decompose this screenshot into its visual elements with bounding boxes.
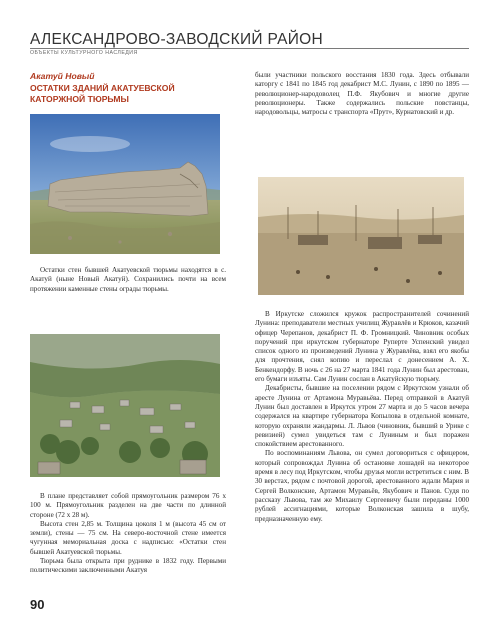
ruined-stone-wall-image: [30, 114, 220, 254]
village-valley-image: [30, 334, 220, 477]
paragraph: По воспоминаниям Львова, он сумел договориться с офицером, который сопровождал Лунина об остановке лошадей на некоторое время в лесу под Иркутском, чтобы друзья могли встретиться с ним. В 30 верстах, рядом с почтовой дорогой, арестованного ждали Мария и Сергей Волконские, Артамон Муравьёв, Якубович и Панов. Судя по рассказу Львова, там же Михаилу Сергеевичу были переданы 1000 рублей ассигнациями, которые Волконская зашила в шубу, предназначенную ему.: [255, 449, 469, 523]
historical-sepia-image: [258, 177, 464, 295]
place-name: Акатуй Новый: [30, 71, 95, 81]
paragraph: Тюрьма была открыта при руднике в 1832 году. Первыми политическими заключенными Акатуя: [30, 557, 226, 575]
paragraph: В плане представляет собой прямоугольник размером 76 х 100 м. Прямоугольник разделен на две части по длинной стороне (72 х 28 м).: [30, 492, 226, 519]
page-number: 90: [30, 597, 45, 612]
district-title: АЛЕКСАНДРОВО-ЗАВОДСКИЙ РАЙОН: [30, 31, 324, 48]
paragraph: Декабристы, бывшие на поселении рядом с Иркутском узнали об аресте Лунина от Артамона Муравьёва. Перед отправкой в Акатуй Лунин был доставлен в Иркутск утром 27 марта и до 5 часов вечера содержался на квартире губернатора Копылова в отдельной комнате, которую охраняли жандармы. Л. Львов (чиновник, бывший в Урике с ревизией) сумел увидеться там с Луниным и был поражен спокойствием арестованного.: [255, 384, 469, 449]
left-column-text: [30, 492, 226, 576]
header-subtitle: ОБЪЕКТЫ КУЛЬТУРНОГО НАСЛЕДИЯ: [30, 50, 138, 56]
header-rule: [30, 48, 469, 49]
paragraph: В Иркутске сложился кружок распространителей сочинений Лунина: преподаватели местных училищ Журавлёв и Крюков, казачий офицер Черепанов, декабрист П. Ф. Громницкий. Чиновник особых поручений при иркутском губернаторе Руперте Успенский увидел список одного из произведений Лунина у Журавлёва, взял его якобы для прочтения, снял копию и переслал с донесением А. Х. Бенкендорфу. В ночь с 26 на 27 марта 1841 года Лунин был арестован, его бумаги изъяты. Сам Лунин сослан в Акатуйскую тюрьму.: [255, 310, 469, 384]
paragraph: были участники польского восстания 1830 года. Здесь отбывали каторгу с 1841 по 1845 год декабрист М.С. Лунин, с 1890 по 1895 — революционер-народоволец П.Ф. Якубович и многие другие революционеры. Также содержались польские повстанцы, народовольцы, матросы с транспорта «Прут», Курнатовский и др.: [255, 71, 469, 117]
ruined-wall-photo: [30, 114, 220, 254]
right-column-intro: [255, 71, 469, 117]
paragraph: Высота стен 2,85 м. Толщина цоколя 1 м (высота 45 см от земли), стены — 75 см. На северо-восточной стене имеется чугунная мемориальная доска с надписью: «Остатки стен бывшей Акатуевской тюрьмы.: [30, 519, 226, 556]
village-photo: [30, 334, 220, 477]
section-heading: ОСТАТКИ ЗДАНИЙ АКАТУЕВСКОЙ КАТОРЖНОЙ ТЮРЬМЫ: [30, 83, 175, 104]
right-column-text: [255, 310, 469, 524]
photo-caption: Остатки стен бывшей Акатуевской тюрьмы находятся в с. Акатуй (ныне Новый Акатуй). Сохранились почти на всем протяжении каменные стены ограды тюрьмы.: [30, 266, 226, 293]
historical-photo: [258, 177, 464, 295]
